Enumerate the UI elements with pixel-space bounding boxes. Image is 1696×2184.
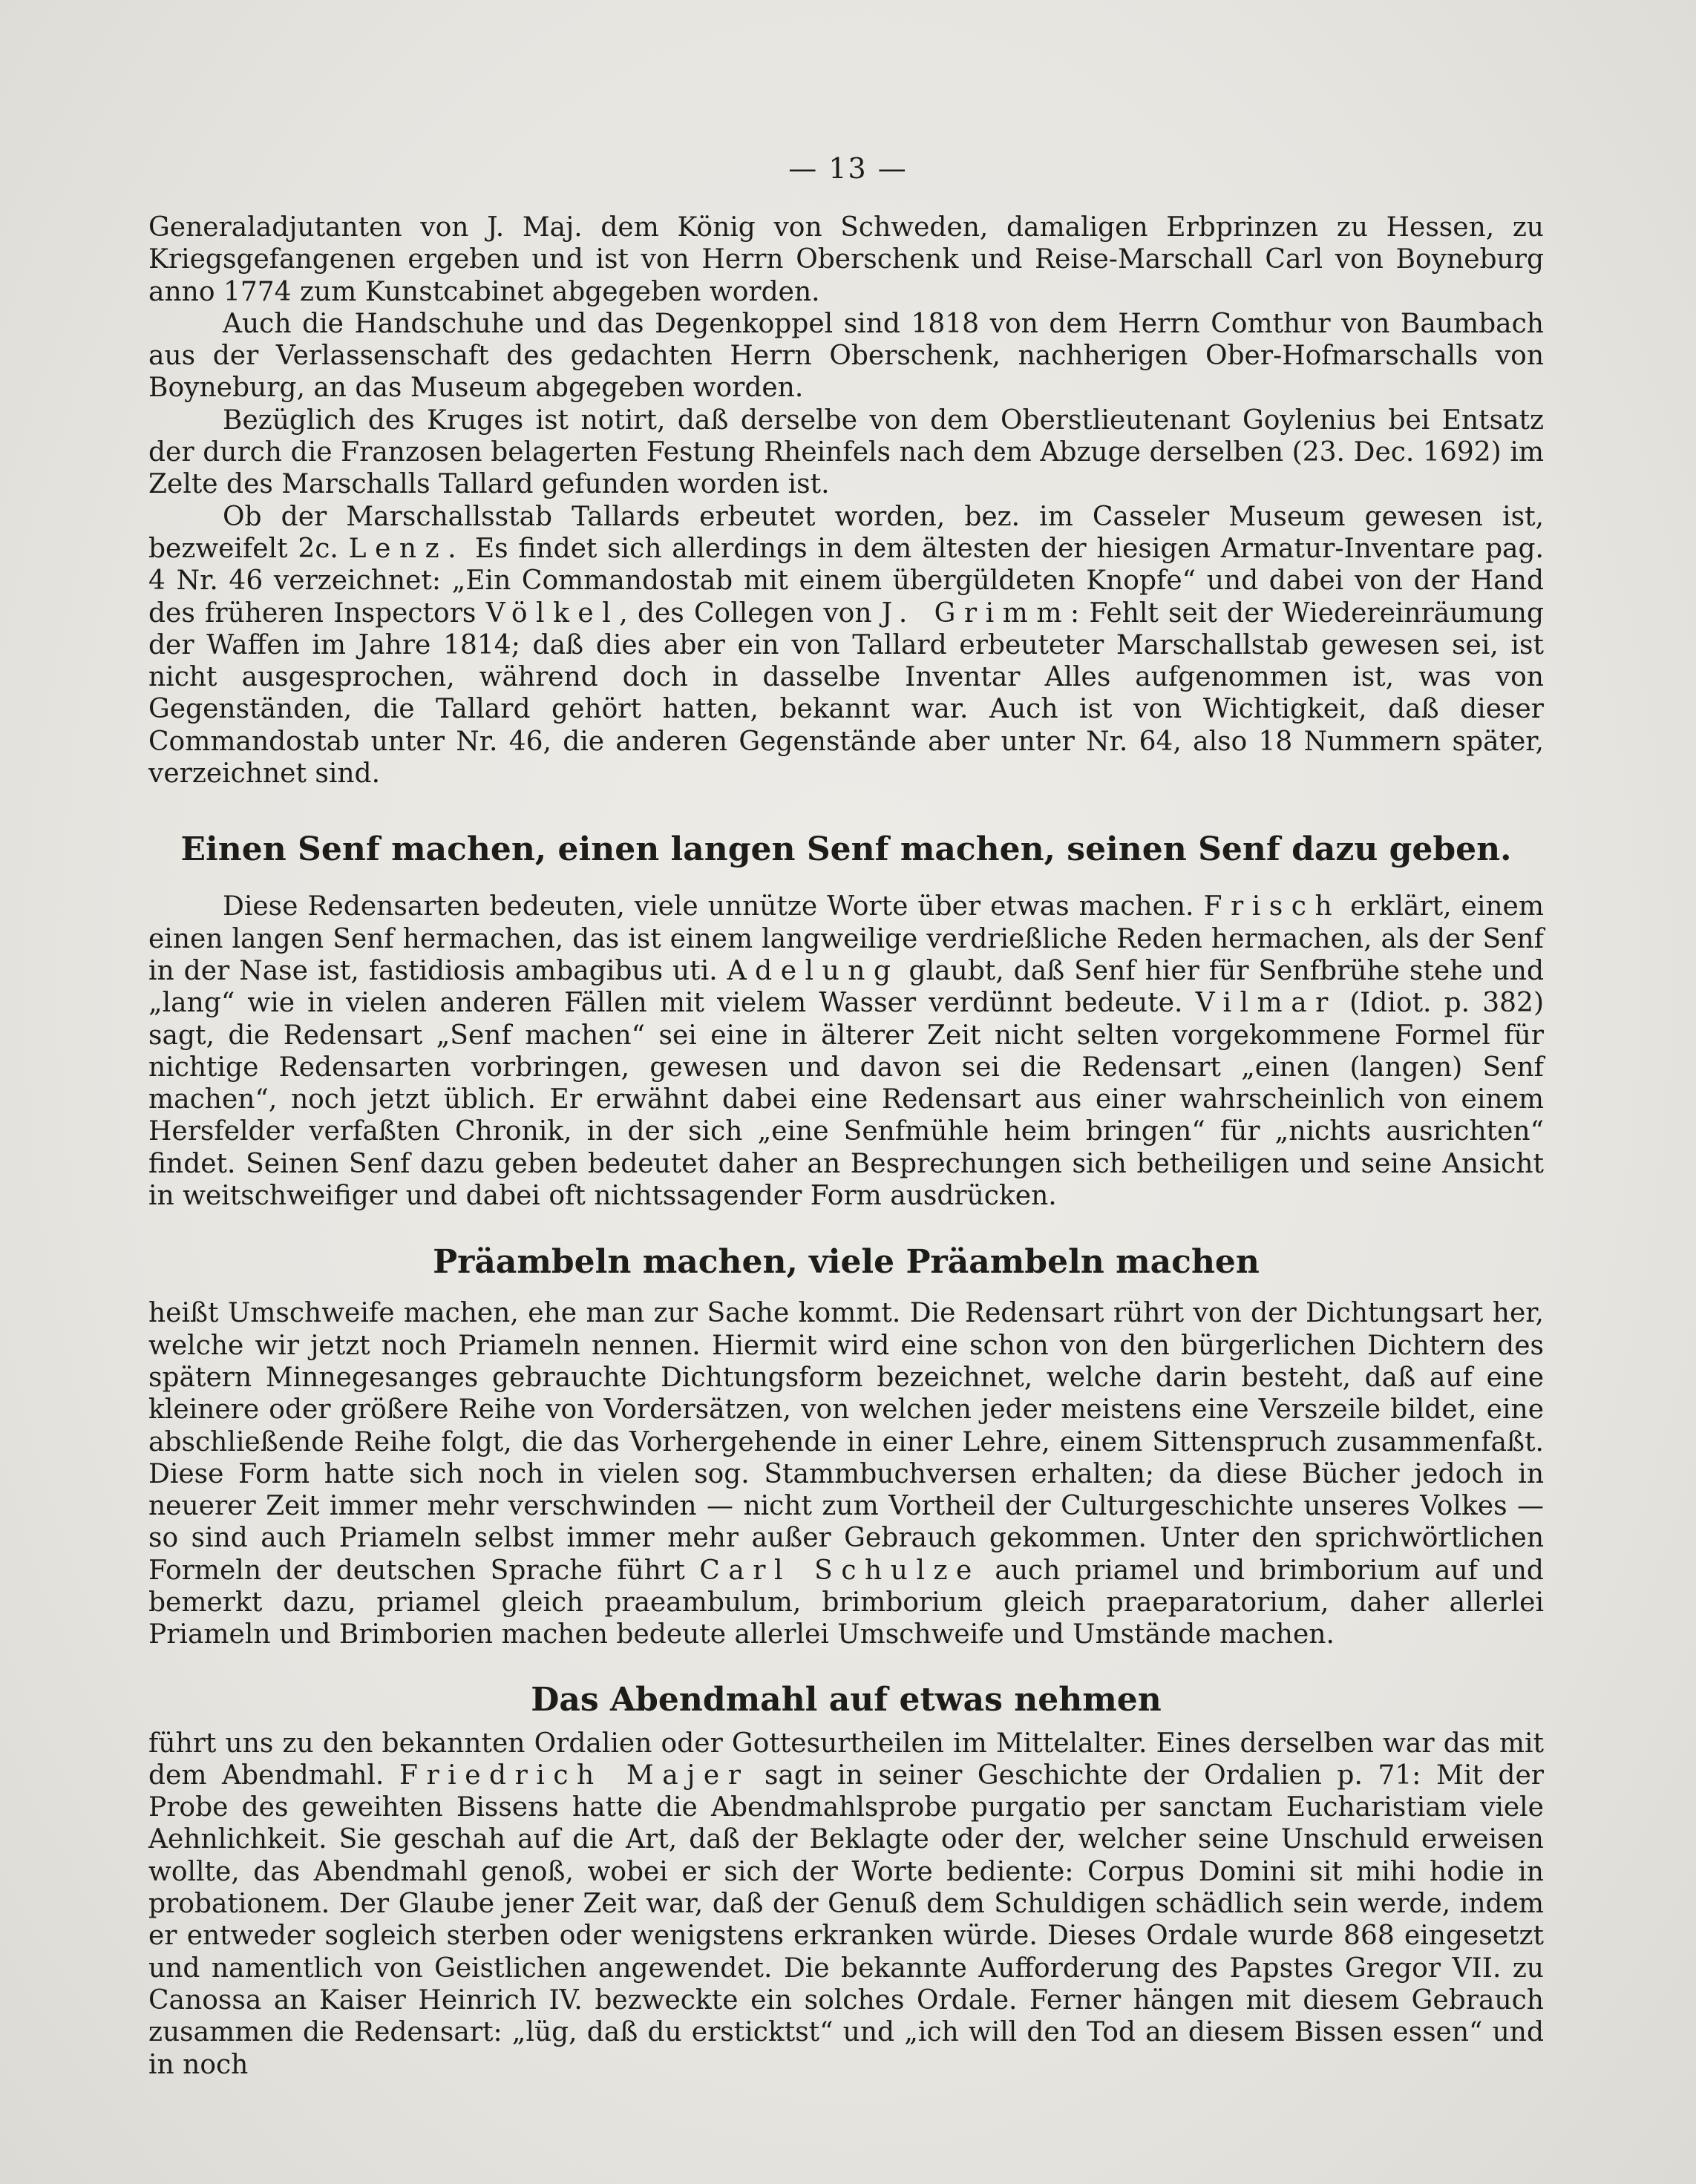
text-run: erklärt, einem einen langen Senf hermachen, das ist einem langweilige verdrießliche Reden hermachen, als der Senf in der Nase ist, fastidiosis ambagibus uti. xyxy=(148,891,1544,986)
paragraph-senf xyxy=(148,891,1544,1212)
paragraph-marschallsstab xyxy=(148,501,1544,790)
text-run: auch priamel und brimborium auf und bemerkt dazu, priamel gleich praeambulum, brimborium gleich praeparatorium, daher allerlei Priameln und Brimborien machen bedeute allerlei Umschweife und Umstände machen. xyxy=(148,1555,1544,1650)
author-name-grimm: J. Grimm xyxy=(881,597,1070,629)
author-name-adelung: Adelung xyxy=(727,955,900,986)
paragraph-generaladjutanten: Generaladjutanten von J. Maj. dem König von Schweden, damaligen Erbprinzen zu Hessen, zu Kriegsgefangenen ergeben und ist von Herrn Oberschenk und Reise-Marschall Carl von Boyneburg anno 1774 zum Kunstcabinet abgegeben worden. xyxy=(148,212,1544,307)
author-name-lenz: Lenz. xyxy=(348,533,465,564)
author-name-vilmar: Vilmar xyxy=(1195,988,1337,1019)
text-run: Es findet sich allerdings in dem ältesten der hiesigen Armatur-Inventare pag. 4 Nr. 46 verzeichnet: „Ein Commandostab mit einem übergüldeten Knopfe“ und dabei von der Hand des früheren Inspectors xyxy=(148,533,1544,629)
paragraph-abendmahl xyxy=(148,1728,1544,2081)
text-run: führt uns zu den bekannten Ordalien oder Gottesurtheilen im Mittelalter. Eines derselben war das mit dem Abendmahl. xyxy=(148,1728,1544,1791)
text-run: sagt in seiner Geschichte der Ordalien p. 71: Mit der Probe des geweihten Bissens hatte die Abendmahlsprobe purgatio per sanctam Eucharistiam viele Aehnlichkeit. Sie geschah auf die Art, daß der Beklagte oder der, welcher seine Unschuld erweisen wollte, das Abendmahl genoß, wobei er sich der Worte bediente: Corpus Domini sit mihi hodie in probationem. Der Glaube jener Zeit war, daß der Genuß dem Schuldigen schädlich sein werde, indem er entweder sogleich sterben oder wenigstens erkranken würde. Dieses Ordale wurde 868 eingesetzt und namentlich von Geistlichen angewendet. Die bekannte Aufforderung des Papstes Gregor VII. zu Canossa an Kaiser Heinrich IV. bezweckte ein solches Ordale. Ferner hängen mit diesem Gebrauch zusammen die Redensart: „lüg, daß du ersticktst“ und „ich will den Tod an diesem Bissen essen“ und in noch xyxy=(148,1760,1544,2080)
author-name-schulze: Carl Schulze xyxy=(699,1555,980,1586)
section-heading-senf: Einen Senf machen, einen langen Senf machen, seinen Senf dazu geben. xyxy=(180,830,1512,869)
paragraph-handschuhe: Auch die Handschuhe und das Degenkoppel sind 1818 von dem Herrn Comthur von Baumbach aus der Verlassenschaft des gedachten Herrn Oberschenk, nachherigen Ober-Hofmarschalls von Boyneburg, an das Museum abgegeben worden. xyxy=(148,308,1544,404)
author-name-majer: Friedrich Majer xyxy=(399,1760,750,1791)
body-text xyxy=(148,211,1544,2081)
paragraph-kruges: Bezüglich des Kruges ist notirt, daß derselbe von dem Oberstlieutenant Goylenius bei Entsatz der durch die Franzosen belagerten Festung Rheinfels nach dem Abzuge derselben (23. Dec. 1692) im Zelte des Marschalls Tallard gefunden worden ist. xyxy=(148,404,1544,500)
page-number: — 13 — xyxy=(788,152,908,185)
text-run: glaubt, daß Senf hier für Senfbrühe stehe und „lang“ wie in vielen anderen Fällen mit vielem Wasser verdünnt bedeute. xyxy=(148,955,1545,1019)
author-name-frisch: Frisch xyxy=(1203,891,1341,922)
author-name-voelkel: Völkel xyxy=(485,597,620,629)
paragraph-praeambeln xyxy=(148,1297,1544,1650)
text-run: : Fehlt seit der Wiedereinräumung der Waffen im Jahre 1814; daß dies aber ein von Tallard erbeuteter Marschallstab gewesen sei, ist nicht ausgesprochen, während doch in dasselbe Inventar Alles aufgenommen ist, was von Gegenständen, die Tallard gehört hatten, bekannt war. Auch ist von Wichtigkeit, daß dieser Commandostab unter Nr. 46, die anderen Gegenstände aber unter Nr. 64, also 18 Nummern später, verzeichnet sind. xyxy=(148,597,1545,790)
text-run: , des Collegen von xyxy=(619,597,882,629)
section-heading-praeambeln: Präambeln machen, viele Präambeln machen xyxy=(433,1243,1260,1282)
text-run: heißt Umschweife machen, ehe man zur Sache kommt. Die Redensart rührt von der Dichtungsart her, welche wir jetzt noch Priameln nennen. Hiermit wird eine schon von den bürgerlichen Dichtern des spätern Minnegesanges gebrauchte Dichtungsform bezeichnet, welche darin besteht, daß auf eine kleinere oder größere Reihe von Vordersätzen, von welchen jeder meistens eine Verszeile bildet, eine abschließende Reihe folgt, die das Vorhergehende in einer Lehre, einem Sittenspruch zusammenfaßt. Diese Form hatte sich noch in vielen sog. Stammbuchversen erhalten; da diese Bücher jedoch in neuerer Zeit immer mehr verschwinden — nicht zum Vortheil der Culturgeschichte unseres Volkes — so sind auch Priameln selbst immer mehr außer Gebrauch gekommen. Unter den sprichwörtlichen Formeln der deutschen Sprache führt xyxy=(148,1298,1544,1586)
text-run: (Idiot. p. 382) sagt, die Redensart „Senf machen“ sei eine in älterer Zeit nicht selten vorgekommene Formel für nichtige Redensarten vorbringen, gewesen und davon sei die Redensart „einen (langen) Senf machen“, noch jetzt üblich. Er erwähnt dabei eine Redensart aus einer wahrscheinlich von einem Hersfelder verfaßten Chronik, in der sich „eine Senfmühle heim bringen“ für „nichts ausrichten“ findet. Seinen Senf dazu geben bedeutet daher an Besprechungen sich betheiligen und seine Ansicht in weitschweifiger und dabei oft nichtssagender Form ausdrücken. xyxy=(148,988,1545,1212)
text-run: Diese Redensarten bedeuten, viele unnütze Worte über etwas machen. xyxy=(223,891,1204,922)
text-run: Ob der Marschallsstab Tallards erbeutet worden, bez. im Casseler Museum gewesen ist, bezweifelt 2c. xyxy=(148,501,1544,564)
section-heading-abendmahl: Das Abendmahl auf etwas nehmen xyxy=(531,1680,1162,1719)
